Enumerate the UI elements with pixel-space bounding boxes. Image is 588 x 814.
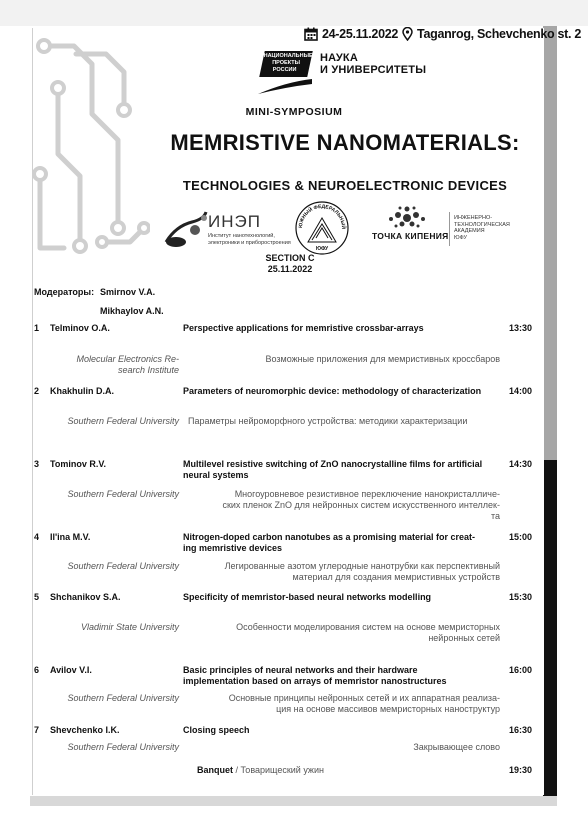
talk-title-ru: Возможные приложения для мемристивных кроссбаров — [265, 354, 500, 364]
logo-swoosh — [256, 78, 314, 96]
speaker-affiliation: Southern Federal University — [67, 489, 179, 499]
talk-title-ru: Закрывающее слово — [413, 742, 500, 752]
banquet-line — [197, 765, 324, 775]
talk-time: 16:30 — [509, 725, 533, 735]
speaker-name: Il'ina M.V. — [50, 532, 91, 542]
banquet-ru: Товарищеский ужин — [240, 765, 324, 775]
banquet-en: Banquet — [197, 765, 233, 775]
talk-title: Specificity of memristor-based neural networks modelling — [183, 592, 432, 602]
speaker-name: Tominov R.V. — [50, 459, 107, 469]
speaker-affiliation: Southern Federal University — [67, 561, 179, 571]
tochka-kipeniya-name: ТОЧКА КИПЕНИЯ — [372, 231, 449, 241]
talk-title: Perspective applications for memristive crossbar-arrays — [183, 323, 424, 333]
calendar-icon — [304, 27, 318, 41]
talk-number: 1 — [34, 323, 40, 333]
speaker-name: Shevchenko I.K. — [50, 725, 120, 735]
talk-number: 2 — [34, 386, 40, 396]
talk-title: Multilevel resistive switching of ZnO nanocrystalline films for artificial neural systems — [183, 459, 483, 480]
speaker-affiliation: Molecular Electronics Re- search Institute — [76, 354, 179, 375]
speaker-name: Avilov V.I. — [50, 665, 92, 675]
sfedu-abbr: ЮФУ — [315, 246, 329, 252]
speaker-name: Telminov O.A. — [50, 323, 110, 333]
map-pin-icon — [402, 27, 413, 41]
tochka-kipeniya-dots — [386, 206, 428, 230]
talk-number: 7 — [34, 725, 40, 735]
inep-description: Институт нанотехнологий, электроники и приборостроения — [208, 233, 291, 246]
national-projects-logo: НАЦИОНАЛЬНЫЕ ПРОЕКТЫ РОССИИ — [259, 51, 313, 77]
talk-title-ru: Основные принципы нейронных сетей и их аппаратная реализа- ция на основе массивов мемристорных наноструктур — [228, 693, 500, 714]
talk-time: 16:00 — [509, 665, 533, 675]
talk-title: Nitrogen-doped carbon nanotubes as a promising material for creat- ing memristive devices — [183, 532, 476, 553]
event-kind: MINI-SYMPOSIUM — [245, 106, 343, 118]
nauka-logo-text: НАУКА И УНИВЕРСИТЕТЫ — [320, 52, 427, 76]
talk-time: 15:00 — [509, 532, 533, 542]
speaker-name: Khakhulin D.A. — [50, 386, 115, 396]
banquet-time: 19:30 — [509, 765, 533, 775]
talk-number: 4 — [34, 532, 40, 542]
moderator-name: Mikhaylov A.N. — [100, 306, 164, 316]
inep-name: ИНЭП — [208, 212, 261, 231]
talk-title-ru: Легированные азотом углеродные нанотрубки как перспективный материал для создания мемристивных устройств — [224, 561, 500, 582]
page-shadow-right-dark — [543, 460, 557, 796]
talk-title-ru: Особенности моделирования систем на основе мемристорных нейронных сетей — [236, 622, 500, 643]
talk-time: 13:30 — [509, 323, 533, 333]
page-shadow-bottom — [30, 796, 557, 806]
event-subtitle: TECHNOLOGIES & NEUROELECTRONIC DEVICES — [182, 178, 508, 193]
speaker-affiliation: Vladimir State University — [80, 622, 179, 632]
talk-title-ru: Многоуровневое резистивное переключение нанокристалличе- ских пленок ZnO для нейронных систем искусственного интеллек- та — [222, 489, 500, 521]
moderators-label: Модераторы: — [34, 287, 95, 297]
talk-title: Basic principles of neural networks and their hardware implementation based on arrays of memristor nanostructures — [183, 665, 447, 686]
banquet-separator: / — [233, 765, 241, 775]
talk-title-ru: Параметры нейроморфного устройства: методики характеризации — [188, 416, 468, 426]
section-heading: SECTION C 25.11.2022 — [265, 253, 315, 274]
talk-time: 14:30 — [509, 459, 533, 469]
talk-number: 3 — [34, 459, 40, 469]
logo-divider — [449, 212, 450, 246]
sfedu-emblem — [294, 200, 350, 256]
speaker-affiliation: Southern Federal University — [67, 693, 179, 703]
top-margin — [0, 0, 588, 26]
talk-time: 15:30 — [509, 592, 533, 602]
speaker-affiliation: Southern Federal University — [67, 742, 179, 752]
inep-logo-icon — [162, 208, 208, 250]
talk-number: 6 — [34, 665, 40, 675]
event-date-location — [304, 27, 581, 41]
event-date: 24-25.11.2022 — [322, 27, 399, 41]
event-title: MEMRISTIVE NANOMATERIALS: — [170, 130, 520, 155]
moderator-name: Smirnov V.A. — [100, 287, 156, 297]
talk-number: 5 — [34, 592, 40, 602]
sfedu-arc-text: ЮЖНЫЙ ФЕДЕРАЛЬНЫЙ — [297, 203, 347, 230]
event-location: Taganrog, Schevchenko st. 2 — [417, 27, 581, 41]
academy-name: ИНЖЕНЕРНО- ТЕХНОЛОГИЧЕСКАЯ АКАДЕМИЯ ЮФУ — [454, 215, 510, 241]
talk-title: Parameters of neuromorphic device: methodology of characterization — [183, 386, 482, 396]
speaker-affiliation: Southern Federal University — [67, 416, 179, 426]
speaker-name: Shchanikov S.A. — [50, 592, 121, 602]
talk-title: Closing speech — [183, 725, 250, 735]
talk-time: 14:00 — [509, 386, 533, 396]
